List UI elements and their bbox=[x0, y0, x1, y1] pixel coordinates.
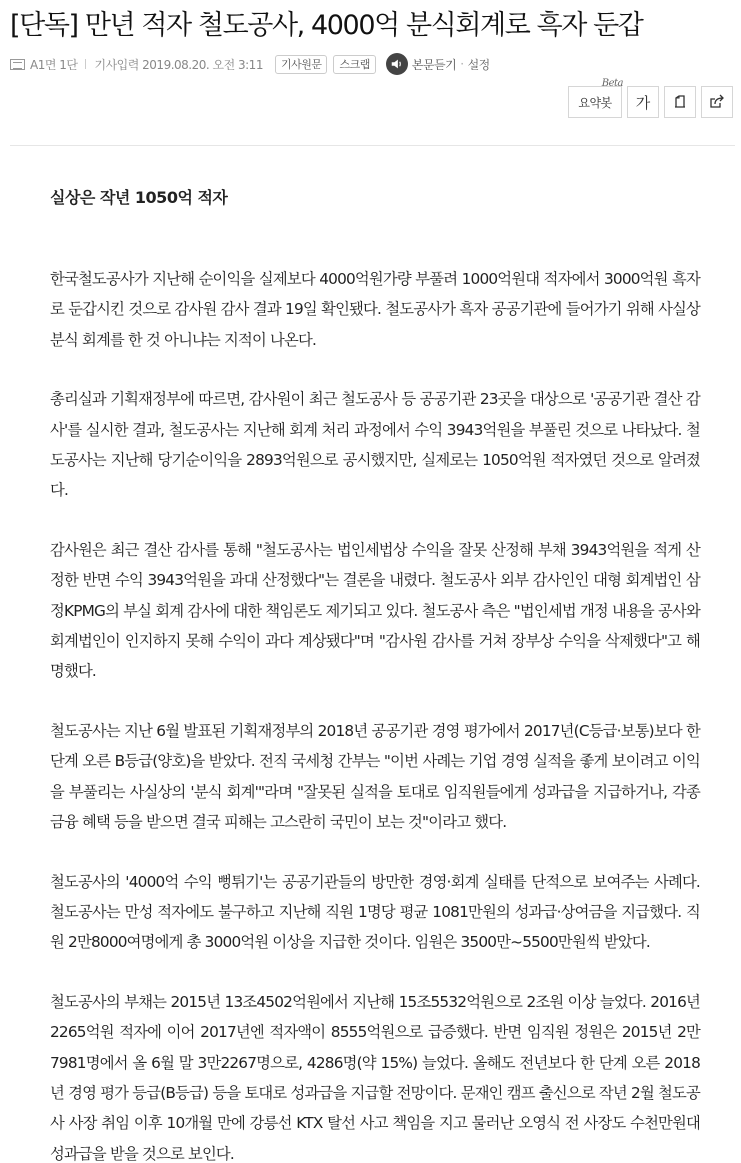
listen-button[interactable]: 본문듣기 bbox=[411, 57, 457, 72]
article-meta bbox=[10, 52, 735, 76]
article-paragraph: 한국철도공사가 지난해 순이익을 실제보다 4000억원가량 부풀려 1000억원대 적자에서 3000억원 흑자로 둔갑시킨 것으로 감사원 감사 결과 19일 확인됐다. 철도공사가 흑자 공공기관에 들어가기 위해 사실상 분식 회계를 한 것 아니냐는 지적이 나온다. bbox=[50, 270, 700, 349]
speaker-icon[interactable] bbox=[386, 53, 408, 75]
beta-badge: Beta bbox=[601, 78, 623, 89]
summary-bot-button[interactable] bbox=[568, 78, 623, 118]
font-size-label: 가 bbox=[635, 93, 651, 112]
meta-dot: · bbox=[460, 57, 464, 71]
summary-bot-label: 요약봇 bbox=[578, 95, 612, 110]
print-button[interactable] bbox=[664, 86, 696, 118]
meta-divider bbox=[85, 59, 86, 69]
article-paragraph: 철도공사의 '4000억 수익 뻥튀기'는 공공기관들의 방만한 경영·회계 실태를 단적으로 보여주는 사례다. 철도공사는 만성 적자에도 불구하고 지난해 직원 1명당 평균 1081만원의 성과급·상여금을 지급했다. 직원 2만8000여명에게 총 3000억원 이상을 지급한 것이다. 임원은 3500만~5500만원씩 받았다. bbox=[50, 872, 700, 952]
share-button[interactable] bbox=[701, 86, 733, 118]
article-paragraph: 총리실과 기획재정부에 따르면, 감사원이 최근 철도공사 등 공공기관 23곳을 대상으로 '공공기관 결산 감사'를 실시한 결과, 철도공사는 지난해 회계 처리 과정에서 수익 3943억원을 부풀린 것으로 나타났다. 철도공사는 지난해 당기순이익을 2893억원으로 공시했지만, 실제로는 1050억원 적자였던 것으로 알려졌다. bbox=[50, 390, 700, 500]
published-timestamp: 기사입력 2019.08.20. 오전 3:11 bbox=[94, 57, 263, 72]
article-subheading: 실상은 작년 1050억 적자 bbox=[50, 188, 228, 207]
newspaper-icon bbox=[10, 59, 25, 70]
article-headline: [단독] 만년 적자 철도공사, 4000억 분식회계로 흑자 둔갑 bbox=[10, 10, 643, 41]
article-paragraph: 감사원은 최근 결산 감사를 통해 "철도공사는 법인세법상 수익을 잘못 산정해 부채 3943억원을 적게 산정한 반면 수익 3943억원을 과대 산정했다"는 결론을 내렸다. 철도공사 외부 감사인인 대형 회계법인 삼정KPMG의 부실 회계 감사에 대한 책임론도 제기되고 있다. 철도공사 측은 "법인세법 개정 내용을 공사와 회계법인이 인지하지 못해 수익이 과다 계상됐다"며 "감사원 감사를 거쳐 장부상 수익을 삭제했다"고 해명했다. bbox=[50, 540, 700, 681]
article-paragraph: 철도공사의 부채는 2015년 13조4502억원에서 지난해 15조5532억원으로 2조원 이상 늘었다. 2016년 2265억원 적자에 이어 2017년엔 적자액이 8555억원으로 급증했다. 반면 임직원 정원은 2015년 2만7981명에서 올 6월 말 3만2267명으로, 4286명(약 15%) 늘었다. 올해도 전년보다 한 단계 오른 2018년 경영 평가 등급(B등급) 등을 토대로 성과급을 지급할 전망이다. 문재인 캠프 출신으로 작년 2월 철도공사 사장 취임 이후 10개월 만에 강릉선 KTX 탈선 사고 책임을 지고 물러난 오영식 전 사장도 수천만원대 성과급을 받을 것으로 보인다. bbox=[50, 992, 700, 1163]
article-toolbar bbox=[563, 78, 733, 118]
share-icon bbox=[709, 94, 725, 110]
listen-settings-link[interactable]: 설정 bbox=[467, 57, 490, 72]
header-divider bbox=[10, 145, 735, 146]
print-section: A1면 1단 bbox=[30, 57, 78, 72]
article-paragraph: 철도공사는 지난 6월 발표된 기획재정부의 2018년 공공기관 경영 평가에서 2017년(C등급·보통)보다 한 단계 오른 B등급(양호)을 받았다. 전직 국세청 간부는 "이번 사례는 기업 경영 실적을 좋게 보이려고 이익을 부풀리는 사실상의 '분식 회계'"라며 "잘못된 실적을 토대로 임직원들에게 성과급을 지급하거나, 각종 금융 혜택 등을 받으면 결국 피해는 고스란히 국민이 보는 것"이라고 했다. bbox=[50, 721, 700, 832]
print-icon bbox=[672, 94, 688, 110]
font-size-button[interactable] bbox=[627, 86, 659, 118]
original-article-button[interactable]: 기사원문 bbox=[275, 55, 328, 74]
article-body bbox=[50, 264, 700, 1163]
scrap-button[interactable]: 스크랩 bbox=[333, 55, 375, 74]
